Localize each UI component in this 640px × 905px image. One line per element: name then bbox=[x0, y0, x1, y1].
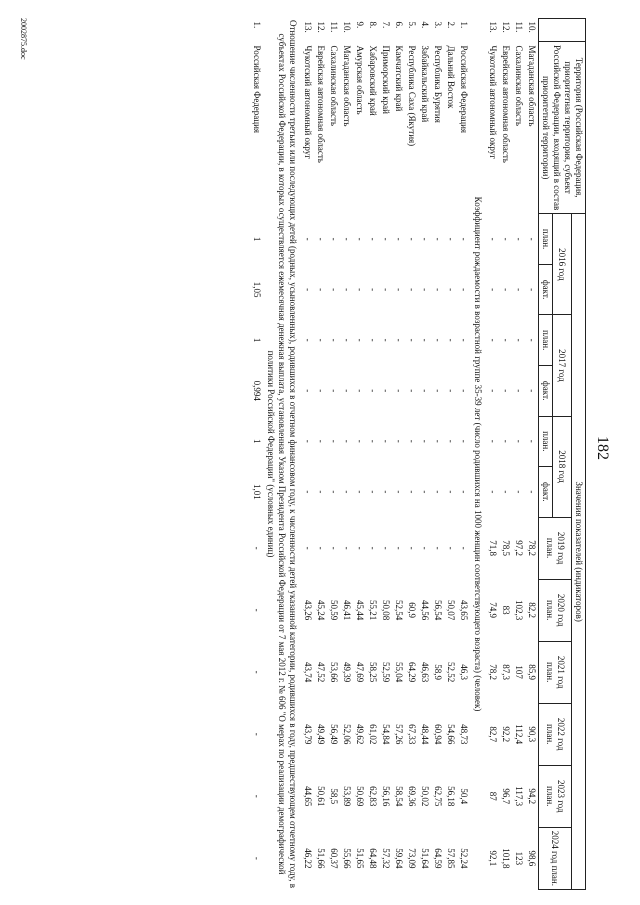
row-number: 3. bbox=[433, 21, 443, 29]
row-value: - bbox=[252, 608, 262, 612]
row-value: 45,44 bbox=[355, 600, 365, 621]
row-value: 62,75 bbox=[433, 786, 443, 807]
rotated-page bbox=[14, 18, 612, 890]
row-territory: Сахалинская область bbox=[514, 45, 524, 127]
row-value: - bbox=[329, 288, 339, 292]
row-number: 11. bbox=[329, 21, 339, 33]
row-value: - bbox=[446, 338, 456, 342]
row-value: 1,05 bbox=[252, 281, 262, 298]
row-value: 43,74 bbox=[303, 662, 313, 683]
row-number: 1. bbox=[252, 21, 262, 29]
row-value: - bbox=[459, 338, 469, 342]
table-body-third-children bbox=[250, 19, 263, 890]
row-value: - bbox=[368, 546, 378, 550]
row-value: 52,52 bbox=[446, 662, 456, 683]
row-territory: Амурская область bbox=[355, 45, 365, 115]
row-value: - bbox=[316, 338, 326, 342]
table-row bbox=[327, 19, 340, 890]
row-value: - bbox=[329, 237, 339, 241]
row-value: - bbox=[316, 490, 326, 494]
row-value: - bbox=[501, 490, 511, 494]
row-value: 46,41 bbox=[342, 600, 352, 621]
row-value: 60,9 bbox=[407, 602, 417, 619]
row-territory: Приморский край bbox=[381, 45, 391, 114]
row-number: 7. bbox=[381, 21, 391, 29]
row-value: - bbox=[342, 389, 352, 393]
table-row bbox=[392, 19, 405, 890]
row-value: 1,01 bbox=[252, 483, 262, 500]
row-value: 69,36 bbox=[407, 786, 417, 807]
row-territory: Сахалинская область bbox=[329, 45, 339, 127]
row-value: 50,61 bbox=[316, 786, 326, 807]
row-value: - bbox=[368, 389, 378, 393]
row-value: 43,26 bbox=[303, 600, 313, 621]
row-value: 117,3 bbox=[514, 786, 524, 807]
row-value: - bbox=[329, 546, 339, 550]
header-plan-2024: 2024 год план. bbox=[539, 827, 572, 889]
row-value: 53,89 bbox=[342, 786, 352, 807]
row-value: - bbox=[394, 439, 404, 443]
row-value: - bbox=[329, 490, 339, 494]
row-value: - bbox=[527, 439, 537, 443]
row-value: - bbox=[488, 439, 498, 443]
row-value: - bbox=[303, 546, 313, 550]
row-value: - bbox=[303, 490, 313, 494]
row-number: 13. bbox=[303, 21, 313, 33]
row-value: 58,5 bbox=[329, 788, 339, 805]
row-value: - bbox=[252, 670, 262, 674]
row-value: 56,54 bbox=[433, 600, 443, 621]
row-value: 51,65 bbox=[355, 848, 365, 869]
row-value: - bbox=[407, 288, 417, 292]
row-value: 52,59 bbox=[381, 662, 391, 683]
row-value: - bbox=[355, 389, 365, 393]
row-number: 9. bbox=[355, 21, 365, 29]
row-value: - bbox=[420, 288, 430, 292]
table-row bbox=[366, 19, 379, 890]
row-value: 59,64 bbox=[394, 848, 404, 869]
header-year-2018: 2018 год bbox=[553, 416, 572, 517]
row-value: 46,22 bbox=[303, 848, 313, 869]
row-value: - bbox=[303, 389, 313, 393]
table-row bbox=[444, 19, 457, 890]
table-row bbox=[418, 19, 431, 890]
row-value: - bbox=[303, 288, 313, 292]
section-heading-birth-rate: Коэффициент рождаемости в возрастной группе 35-39 лет (число родившихся на 1000 женщин соответствующего возраста) (человек) bbox=[473, 196, 483, 712]
row-value: - bbox=[368, 237, 378, 241]
row-value: - bbox=[342, 490, 352, 494]
row-value: 1 bbox=[252, 439, 262, 444]
header-sub-fact: факт. bbox=[539, 264, 553, 315]
header-number bbox=[539, 19, 586, 42]
row-value: 58,25 bbox=[368, 662, 378, 683]
page-number: 182 bbox=[594, 436, 611, 460]
row-value: 55,04 bbox=[394, 662, 404, 683]
row-value: 73,09 bbox=[407, 848, 417, 869]
row-value: 56,49 bbox=[329, 724, 339, 745]
row-value: - bbox=[252, 856, 262, 860]
row-value: - bbox=[420, 490, 430, 494]
row-value: - bbox=[407, 237, 417, 241]
row-territory: Чукотский автономный округ bbox=[488, 45, 498, 159]
row-territory: Еврейская автономная область bbox=[501, 45, 511, 163]
table-row bbox=[525, 19, 539, 890]
row-value: - bbox=[514, 490, 524, 494]
row-number: 4. bbox=[420, 21, 430, 29]
file-label: 2002875.doc bbox=[19, 18, 28, 60]
row-value: - bbox=[355, 546, 365, 550]
row-value: - bbox=[459, 288, 469, 292]
row-value: - bbox=[488, 338, 498, 342]
row-value: 87 bbox=[488, 791, 498, 801]
row-territory: Российская Федерация bbox=[459, 45, 469, 134]
row-value: 0,994 bbox=[252, 380, 262, 401]
row-value: - bbox=[342, 439, 352, 443]
row-value: 47,69 bbox=[355, 662, 365, 683]
row-territory: Республика Бурятия bbox=[433, 45, 443, 123]
row-value: - bbox=[381, 338, 391, 342]
row-value: - bbox=[316, 439, 326, 443]
row-value: - bbox=[407, 490, 417, 494]
row-value: - bbox=[407, 546, 417, 550]
row-value: - bbox=[501, 389, 511, 393]
section-heading-third-children: Отношение численности третьих или последующих детей (родных, усыновленных), родившихся в отчетном финансовом году, к численности детей указанной категории, родившихся в году, предшествующем отчетному году, в субъектах Российской Федерации, в которых осуществляется ежемесячная денежная выплата, установленная Указом Президента Российской Федерации от 7 мая 2012 г. № 606 "О мерах по реализации демографической политики Российской Федерации" (условных единиц) bbox=[266, 20, 298, 888]
row-number: 2. bbox=[446, 21, 456, 29]
row-value: 50,69 bbox=[355, 786, 365, 807]
row-value: 50,02 bbox=[420, 786, 430, 807]
row-value: 82,7 bbox=[488, 726, 498, 743]
row-value: - bbox=[394, 389, 404, 393]
row-value: - bbox=[381, 237, 391, 241]
header-plan-2020: 2020 год план. bbox=[539, 579, 572, 641]
row-value: 50,59 bbox=[329, 600, 339, 621]
row-value: 96,7 bbox=[501, 788, 511, 805]
row-value: 55,21 bbox=[368, 600, 378, 621]
row-value: - bbox=[252, 794, 262, 798]
row-value: - bbox=[420, 546, 430, 550]
row-value: - bbox=[381, 546, 391, 550]
row-value: 92,2 bbox=[501, 726, 511, 743]
section-row bbox=[470, 19, 486, 890]
row-number: 1. bbox=[459, 21, 469, 29]
row-value: 44,65 bbox=[303, 786, 313, 807]
row-value: - bbox=[433, 338, 443, 342]
row-value: - bbox=[514, 389, 524, 393]
row-number: 10. bbox=[527, 21, 537, 33]
row-value: - bbox=[514, 338, 524, 342]
row-territory: Республика Саха (Якутия) bbox=[407, 45, 417, 147]
row-value: - bbox=[501, 439, 511, 443]
row-value: 90,3 bbox=[527, 726, 537, 743]
row-value: - bbox=[527, 338, 537, 342]
row-value: 54,66 bbox=[446, 724, 456, 745]
row-value: 51,66 bbox=[316, 848, 326, 869]
row-value: - bbox=[433, 546, 443, 550]
row-value: - bbox=[381, 389, 391, 393]
row-value: - bbox=[368, 338, 378, 342]
row-value: 48,73 bbox=[459, 724, 469, 745]
row-value: 56,18 bbox=[446, 786, 456, 807]
table-row bbox=[431, 19, 444, 890]
row-value: - bbox=[394, 288, 404, 292]
row-value: - bbox=[527, 490, 537, 494]
row-value: 92,1 bbox=[488, 850, 498, 867]
row-value: - bbox=[355, 237, 365, 241]
row-value: - bbox=[433, 439, 443, 443]
row-value: - bbox=[355, 490, 365, 494]
row-value: 82,2 bbox=[527, 602, 537, 619]
table-row bbox=[340, 19, 353, 890]
row-value: - bbox=[252, 732, 262, 736]
header-sub-plan: план. bbox=[539, 315, 553, 366]
row-value: - bbox=[420, 237, 430, 241]
row-value: - bbox=[407, 389, 417, 393]
row-value: - bbox=[433, 288, 443, 292]
header-values: Значения показателей (индикаторов) bbox=[572, 214, 586, 890]
row-number: 5. bbox=[407, 21, 417, 29]
row-value: - bbox=[329, 338, 339, 342]
row-value: 57,85 bbox=[446, 848, 456, 869]
row-value: 85,9 bbox=[527, 664, 537, 681]
row-value: 58,54 bbox=[394, 786, 404, 807]
row-value: 87,3 bbox=[501, 664, 511, 681]
row-value: - bbox=[394, 546, 404, 550]
row-value: 58,9 bbox=[433, 664, 443, 681]
row-value: 60,37 bbox=[329, 848, 339, 869]
row-value: 49,62 bbox=[355, 724, 365, 745]
row-territory: Российская Федерация bbox=[252, 45, 262, 134]
row-value: 67,33 bbox=[407, 724, 417, 745]
row-value: - bbox=[394, 338, 404, 342]
row-territory: Магаданская область bbox=[342, 45, 352, 127]
row-value: 57,26 bbox=[394, 724, 404, 745]
row-number: 13. bbox=[488, 21, 498, 33]
row-territory: Дальний Восток bbox=[446, 45, 456, 109]
row-value: 60,94 bbox=[433, 724, 443, 745]
row-value: - bbox=[420, 389, 430, 393]
row-value: - bbox=[459, 490, 469, 494]
row-number: 11. bbox=[514, 21, 524, 33]
row-number: 12. bbox=[501, 21, 511, 33]
row-value: - bbox=[488, 237, 498, 241]
row-value: - bbox=[514, 288, 524, 292]
row-value: 46,3 bbox=[459, 664, 469, 681]
row-number: 10. bbox=[342, 21, 352, 33]
row-number: 6. bbox=[394, 21, 404, 29]
row-number: 8. bbox=[368, 21, 378, 29]
table-row bbox=[486, 19, 499, 890]
table-body-top bbox=[486, 19, 539, 890]
row-value: - bbox=[433, 490, 443, 494]
row-value: 1 bbox=[252, 236, 262, 242]
header-year-2017: 2017 год bbox=[553, 315, 572, 416]
row-value: 83 bbox=[501, 605, 511, 615]
indicator-table bbox=[250, 18, 586, 890]
row-value: - bbox=[329, 389, 339, 393]
row-value: 71,8 bbox=[488, 540, 498, 556]
row-value: - bbox=[303, 338, 313, 342]
table-row bbox=[499, 19, 512, 890]
row-territory: Забайкальский край bbox=[420, 45, 430, 123]
header-sub-plan: план. bbox=[539, 214, 553, 265]
row-value: - bbox=[433, 237, 443, 241]
table-row bbox=[457, 19, 470, 890]
row-value: 52,54 bbox=[394, 600, 404, 621]
header-year-2016: 2016 год bbox=[553, 214, 572, 315]
row-value: - bbox=[446, 439, 456, 443]
table-row bbox=[250, 19, 263, 890]
row-value: - bbox=[252, 546, 262, 550]
row-value: - bbox=[381, 439, 391, 443]
row-value: 51,64 bbox=[420, 848, 430, 869]
row-value: - bbox=[446, 237, 456, 241]
row-value: - bbox=[342, 288, 352, 292]
row-value: - bbox=[488, 490, 498, 494]
row-value: - bbox=[446, 288, 456, 292]
row-value: 55,66 bbox=[342, 848, 352, 869]
header-plan-2021: 2021 год план. bbox=[539, 641, 572, 703]
row-value: 62,83 bbox=[368, 786, 378, 807]
row-value: 50,07 bbox=[446, 600, 456, 621]
row-value: 97,2 bbox=[514, 540, 524, 556]
row-value: 102,3 bbox=[514, 600, 524, 621]
row-value: - bbox=[527, 389, 537, 393]
header-plan-2019: 2019 год план. bbox=[539, 517, 572, 579]
row-value: 101,8 bbox=[501, 848, 511, 869]
row-value: - bbox=[514, 439, 524, 443]
row-value: - bbox=[368, 490, 378, 494]
row-value: - bbox=[342, 546, 352, 550]
row-value: 48,44 bbox=[420, 724, 430, 745]
row-value: - bbox=[381, 288, 391, 292]
row-value: - bbox=[303, 439, 313, 443]
row-value: 45,24 bbox=[316, 600, 326, 621]
row-value: - bbox=[407, 338, 417, 342]
row-value: - bbox=[501, 237, 511, 241]
row-value: 78,2 bbox=[488, 664, 498, 681]
row-value: 94,2 bbox=[527, 788, 537, 805]
row-value: - bbox=[459, 439, 469, 443]
row-value: 112,4 bbox=[514, 724, 524, 745]
row-value: - bbox=[303, 237, 313, 241]
row-value: 64,29 bbox=[407, 662, 417, 683]
row-value: - bbox=[329, 439, 339, 443]
row-value: - bbox=[501, 288, 511, 292]
row-value: - bbox=[459, 237, 469, 241]
row-territory: Чукотский автономный округ bbox=[303, 45, 313, 159]
row-value: 52,06 bbox=[342, 724, 352, 745]
table-row bbox=[379, 19, 392, 890]
table-row bbox=[301, 19, 314, 890]
row-value: 49,39 bbox=[342, 662, 352, 683]
row-value: 46,63 bbox=[420, 662, 430, 683]
row-value: 54,84 bbox=[381, 724, 391, 745]
row-value: - bbox=[407, 439, 417, 443]
row-territory: Магаданская область bbox=[527, 45, 537, 127]
row-territory: Камчатский край bbox=[394, 45, 404, 112]
row-value: 47,52 bbox=[316, 662, 326, 683]
row-territory: Еврейская автономная область bbox=[316, 45, 326, 163]
row-value: - bbox=[433, 389, 443, 393]
row-value: - bbox=[459, 546, 469, 550]
row-value: - bbox=[501, 338, 511, 342]
row-value: - bbox=[316, 288, 326, 292]
row-value: 107 bbox=[514, 665, 524, 679]
row-value: 43,79 bbox=[303, 724, 313, 745]
row-value: - bbox=[527, 288, 537, 292]
row-value: 123 bbox=[514, 851, 524, 866]
row-value: - bbox=[316, 389, 326, 393]
row-value: - bbox=[527, 237, 537, 241]
table-row bbox=[512, 19, 525, 890]
row-value: - bbox=[355, 338, 365, 342]
row-value: 61,02 bbox=[368, 724, 378, 745]
row-value: 49,49 bbox=[316, 724, 326, 745]
row-value: - bbox=[488, 389, 498, 393]
header-territory: Территория (Российская Федерация, приоритетная территория, субъект Российской Федерации, входящий в состав приоритетной территории) bbox=[539, 41, 586, 213]
row-value: - bbox=[316, 237, 326, 241]
row-value: - bbox=[420, 338, 430, 342]
row-value: 1 bbox=[252, 337, 262, 343]
header-plan-2023: 2023 год план. bbox=[539, 765, 572, 827]
header-plan-2022: 2022 год план. bbox=[539, 703, 572, 765]
row-value: - bbox=[446, 546, 456, 550]
row-value: - bbox=[381, 490, 391, 494]
row-value: 52,24 bbox=[459, 848, 469, 869]
row-value: - bbox=[394, 490, 404, 494]
header-sub-plan: план. bbox=[539, 416, 553, 467]
row-value: 78,5 bbox=[501, 540, 511, 556]
row-value: - bbox=[355, 439, 365, 443]
header-sub-fact: факт. bbox=[539, 365, 553, 416]
row-value: 44,56 bbox=[420, 600, 430, 621]
row-value: 56,16 bbox=[381, 786, 391, 807]
row-value: 50,4 bbox=[459, 788, 469, 805]
table-row bbox=[314, 19, 327, 890]
row-territory: Хабаровский край bbox=[368, 45, 378, 116]
row-value: - bbox=[368, 288, 378, 292]
table-body-birth-rate bbox=[301, 19, 470, 890]
row-value: - bbox=[446, 490, 456, 494]
row-value: - bbox=[446, 389, 456, 393]
row-value: 43,65 bbox=[459, 600, 469, 621]
row-value: - bbox=[394, 237, 404, 241]
row-value: - bbox=[368, 439, 378, 443]
table-row bbox=[405, 19, 418, 890]
row-value: 53,66 bbox=[329, 662, 339, 683]
row-value: - bbox=[488, 288, 498, 292]
table-row bbox=[353, 19, 366, 890]
row-value: - bbox=[342, 237, 352, 241]
row-value: 78,2 bbox=[527, 540, 537, 556]
row-value: 98,6 bbox=[527, 850, 537, 867]
row-value: - bbox=[342, 338, 352, 342]
row-value: 64,59 bbox=[433, 848, 443, 869]
row-number: 12. bbox=[316, 21, 326, 33]
row-value: - bbox=[514, 237, 524, 241]
row-value: - bbox=[316, 546, 326, 550]
row-value: 50,08 bbox=[381, 600, 391, 621]
row-value: 57,32 bbox=[381, 848, 391, 869]
row-value: 64,48 bbox=[368, 848, 378, 869]
row-value: 74,9 bbox=[488, 602, 498, 619]
row-value: - bbox=[355, 288, 365, 292]
header-sub-fact: факт. bbox=[539, 467, 553, 518]
row-value: - bbox=[420, 439, 430, 443]
row-value: - bbox=[459, 389, 469, 393]
section-row bbox=[263, 19, 301, 890]
